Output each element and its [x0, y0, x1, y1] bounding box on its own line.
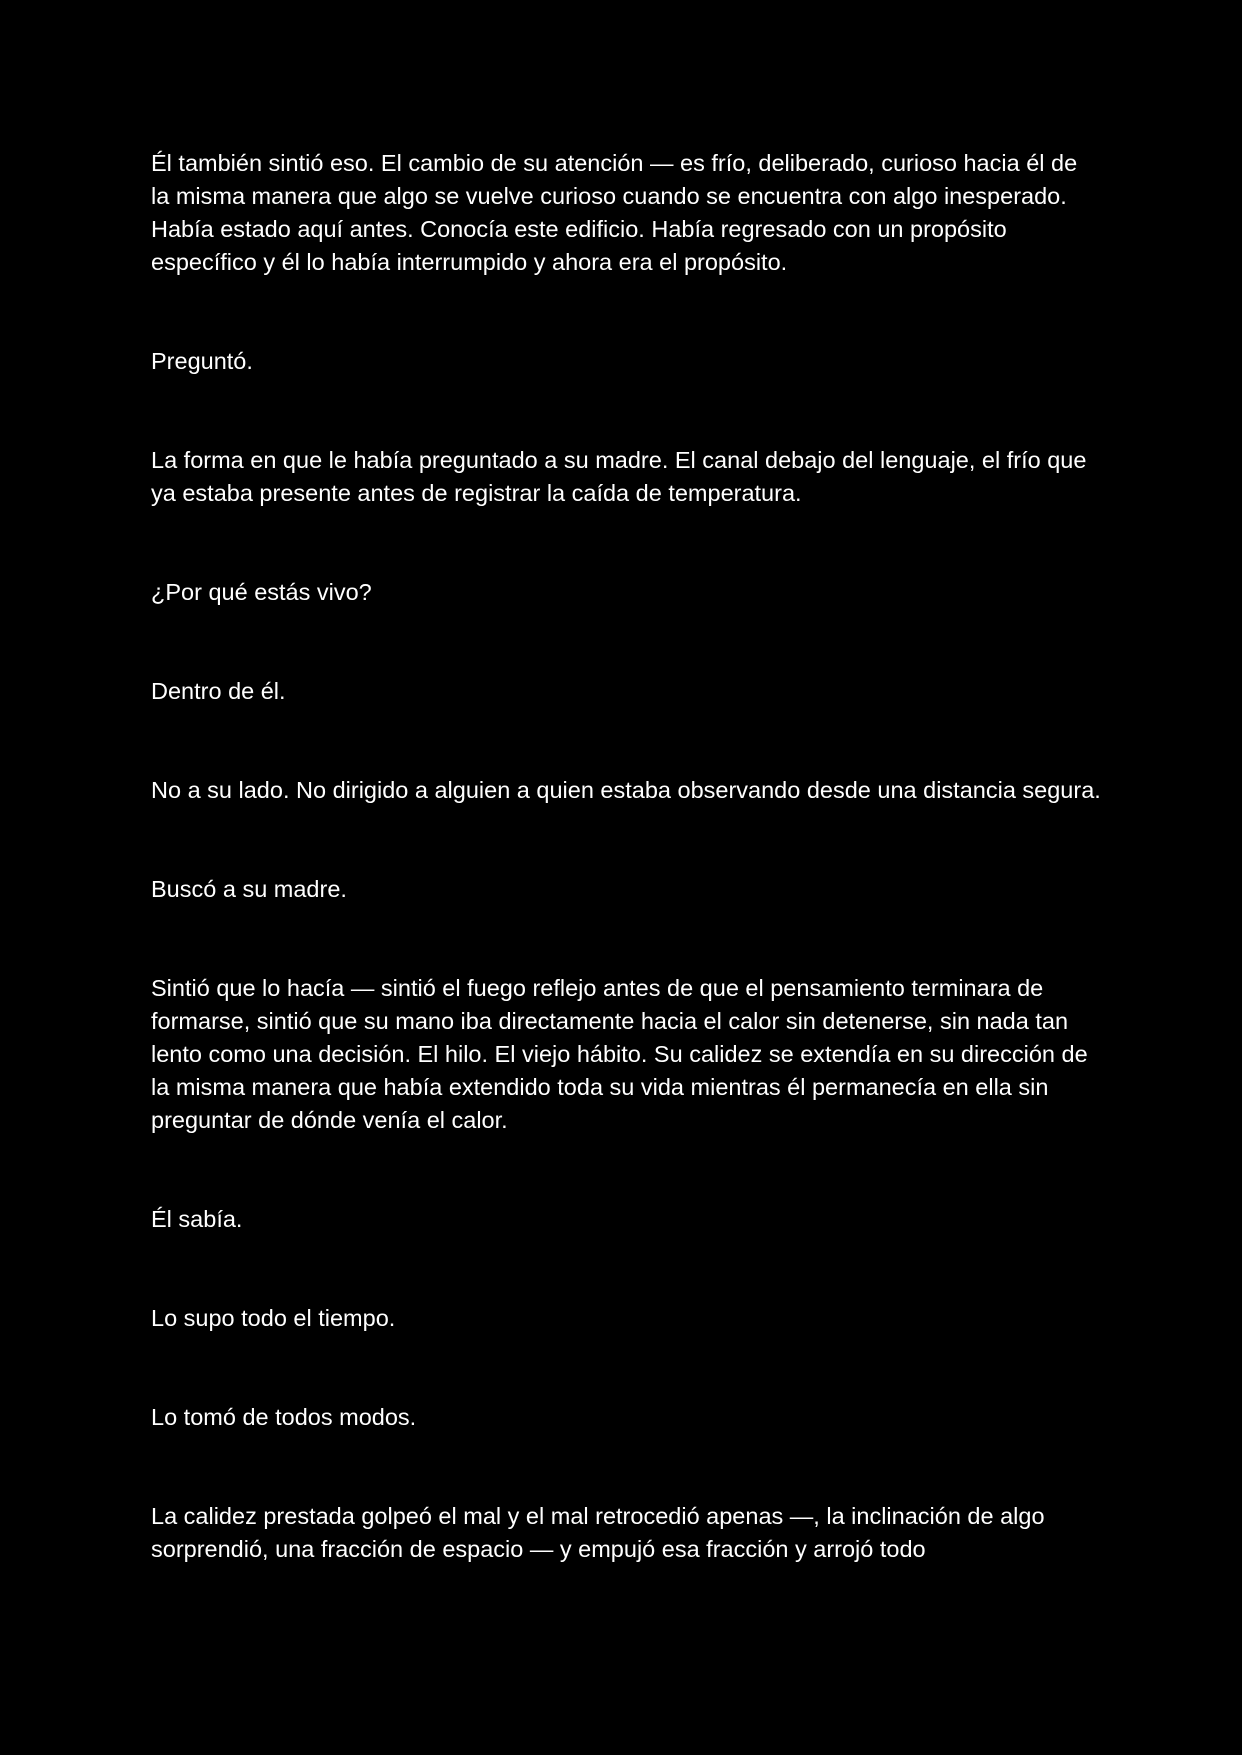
paragraph-10: Lo supo todo el tiempo.	[151, 1305, 396, 1331]
paragraph-2: Preguntó.	[151, 348, 253, 374]
paragraph-3: La forma en que le había preguntado a su madre. El canal debajo del lenguaje, el frío que ya estaba presente antes de registrar la caída de temperatura.	[151, 447, 1087, 506]
text-body	[151, 147, 1101, 1632]
paragraph-1: Él también sintió eso. El cambio de su atención — es frío, deliberado, curioso hacia él de la misma manera que algo se vuelve curioso cuando se encuentra con algo inesperado. Había estado aquí antes. Conocía este edificio. Había regresado con un propósito específico y él lo había interrumpido y ahora era el propósito.	[151, 150, 1078, 275]
paragraph-8: Sintió que lo hacía — sintió el fuego reflejo antes de que el pensamiento terminara de formarse, sintió que su mano iba directamente hacia el calor sin detenerse, sin nada tan lento como una decisión. El hilo. El viejo hábito. Su calidez se extendía en su dirección de la misma manera que había extendido toda su vida mientras él permanecía en ella sin preguntar de dónde venía el calor.	[151, 975, 1088, 1133]
paragraph-12: La calidez prestada golpeó el mal y el mal retrocedió apenas —, la inclinación de algo sorprendió, una fracción de espacio — y empujó esa fracción y arrojó todo	[151, 1503, 1045, 1562]
paragraph-11: Lo tomó de todos modos.	[151, 1404, 417, 1430]
paragraph-6: No a su lado. No dirigido a alguien a quien estaba observando desde una distancia segura.	[151, 777, 1101, 803]
paragraph-5: Dentro de él.	[151, 678, 286, 704]
paragraph-9: Él sabía.	[151, 1206, 243, 1232]
paragraph-7: Buscó a su madre.	[151, 876, 347, 902]
paragraph-4: ¿Por qué estás vivo?	[151, 579, 372, 605]
